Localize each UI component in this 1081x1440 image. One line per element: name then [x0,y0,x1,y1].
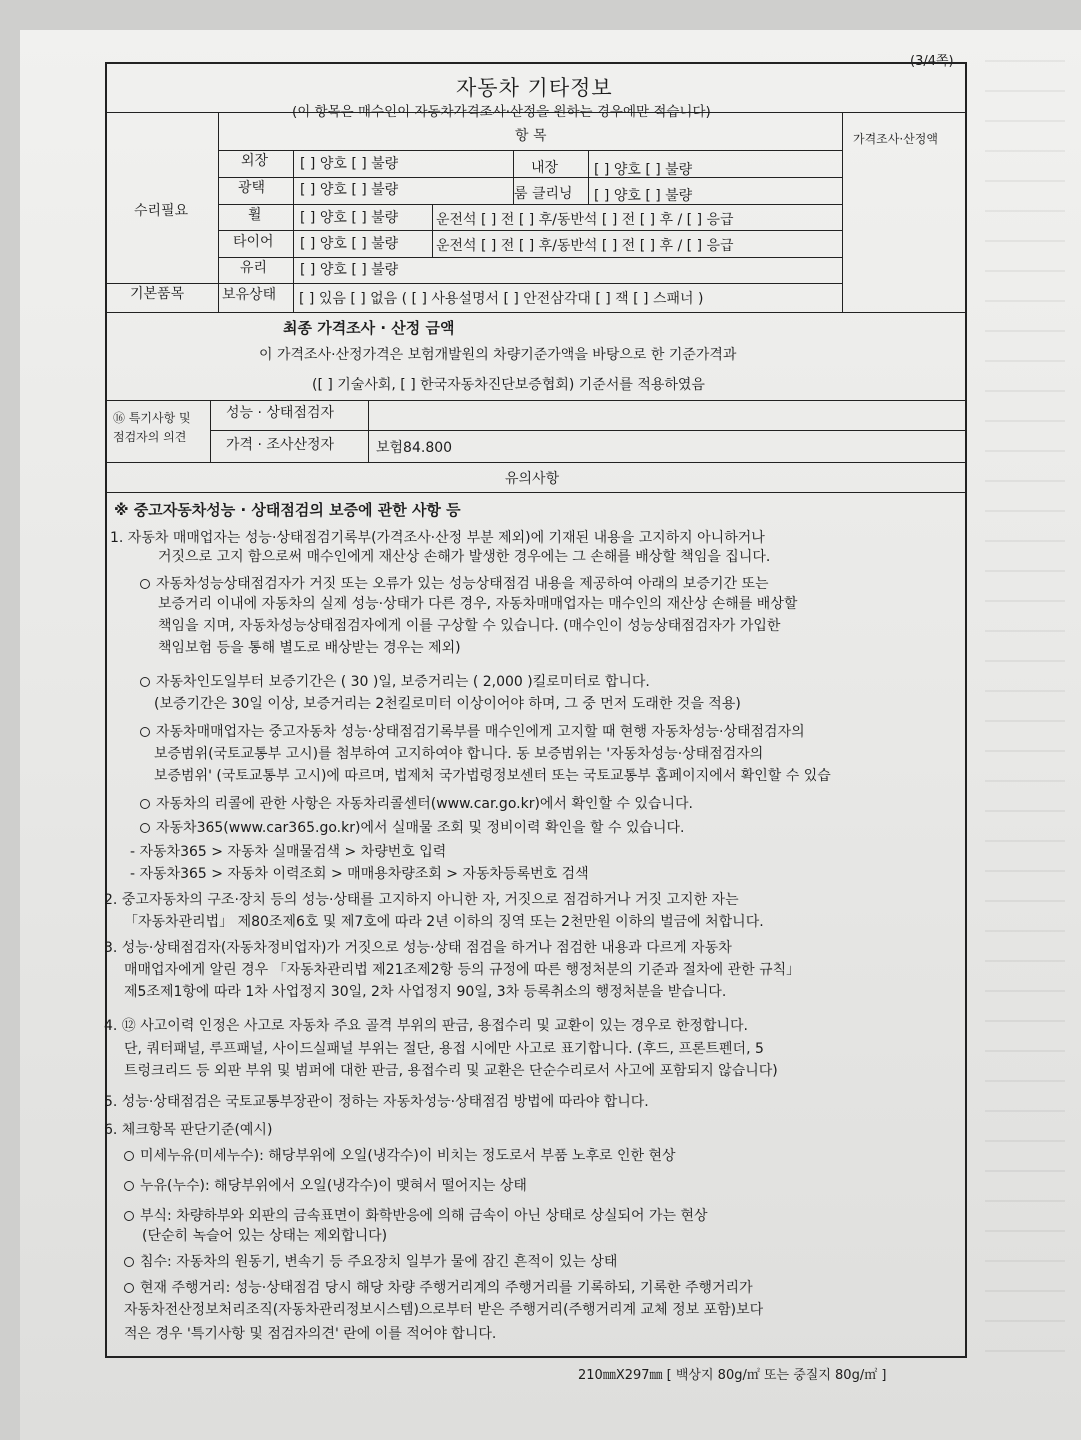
row-value-wheel: [ ] 양호 [ ] 불량 [300,210,399,226]
note-line: - 자동차365 > 자동차 이력조회 > 매매용차량조회 > 자동차등록번호 검색 [130,866,589,882]
opinion-label-line2: 점검자의 의견 [113,430,187,444]
row-label-gloss: 광택 [238,180,266,196]
opinion-col-line [210,400,211,462]
note-line: 자동차전산정보처리조직(자동차관리정보시스템)으로부터 받은 주행거리(주행거리계 교체 정보 포함)보다 [124,1302,764,1318]
bullet-icon [124,1257,134,1267]
bullet-icon [124,1283,134,1293]
note-line: 적은 경우 '특기사항 및 점검자의견' 란에 이를 적어야 합니다. [124,1326,497,1342]
opinion-end-line [105,462,967,463]
header-item: 항 목 [515,128,547,144]
notes-heading: ※ 중고자동차성능 · 상태점검의 보증에 관한 사항 등 [114,501,461,519]
row-extra-wheel: 운전석 [ ] 전 [ ] 후/동반석 [ ] 전 [ ] 후 / [ ] 응급 [436,212,734,228]
note-line: (보증기간은 30일 이상, 보증거리는 2천킬로미터 이상이어야 하며, 그 중 먼저 도래한 것을 적용) [154,696,741,712]
note-line: 자동차매매업자는 중고자동차 성능·상태점검기록부를 매수인에게 고지할 때 현행 자동차성능·상태점검자의 [140,724,805,740]
note-line: 매매업자에게 알린 경우 「자동차관리법 제21조제2항 등의 규정에 따른 행정처분의 기준과 절차에 관한 규칙」 [124,962,801,978]
note-line: 책임을 지며, 자동차성능상태점검자에게 이를 구상할 수 있습니다. (매수인이 성능상태점검자가 가입한 [158,618,781,634]
table-row-line [105,283,842,284]
note-line: (단순히 녹슬어 있는 상태는 제외합니다) [142,1228,388,1244]
note-line: 보증거리 이내에 자동차의 실제 성능·상태가 다른 경우, 자동차매매업자는 매수인의 재산상 손해를 배상할 [158,596,798,612]
bullet-icon [124,1211,134,1221]
bullet-icon [140,677,150,687]
note-line: 트렁크리드 등 외판 부위 및 범퍼에 대한 판금, 용접수리 및 교환은 단순수리로서 사고에 포함되지 않습니다) [124,1063,778,1079]
bullet-icon [140,799,150,809]
note-line: 부식: 차량하부와 외판의 금속표면이 화학반응에 의해 금속이 아닌 상태로 상실되어 가는 현상 [124,1208,708,1224]
note-line: 자동차365(www.car365.go.kr)에서 실매물 조회 및 정비이력 확인을 할 수 있습니다. [140,820,685,836]
row-label-possession: 보유상태 [222,287,277,303]
note-line: 제5조제1항에 따라 1차 사업정지 30일, 2차 사업정지 90일, 3차 등록취소의 행정처분을 받습니다. [124,984,727,1000]
appraiser-label: 가격 · 조사산정자 [226,437,335,453]
table-col-line [218,112,219,312]
row-value-exterior: [ ] 양호 [ ] 불량 [300,156,399,172]
opinion-label-line1: ⑯ 특기사항 및 [113,411,191,425]
header-price: 가격조사·산정액 [853,132,938,146]
note-line: 3. 성능·상태점검자(자동차정비업자)가 거짓으로 성능·상태 점검을 하거나 점검한 내용과 다르게 자동차 [104,940,732,956]
note-line: 누유(누수): 해당부위에서 오일(냉각수)이 맺혀서 떨어지는 상태 [124,1178,527,1194]
table-row-line [218,150,842,151]
table-col-line [432,204,433,257]
note-line: 보증범위' (국토교통부 고시)에 따르며, 법제처 국가법령정보센터 또는 국토교통부 홈페이지에서 확인할 수 있습 [154,768,831,784]
notes-title-line [105,492,967,493]
paper-spec-footer: 210㎜X297㎜ [ 백상지 80g/㎡ 또는 중질지 80g/㎡ ] [578,1368,887,1383]
row-value-interior: [ ] 양호 [ ] 불량 [594,162,693,178]
note-line: 2. 중고자동차의 구조·장치 등의 성능·상태를 고지하지 아니한 자, 거짓으로 점검하거나 거짓 고지한 자는 [104,892,739,908]
table-end-line [105,312,967,313]
bullet-icon [140,823,150,833]
form-subtitle: (이 항목은 매수인이 자동차가격조사·산정을 원하는 경우에만 적습니다) [292,104,711,120]
row-value-room-cleaning: [ ] 양호 [ ] 불량 [594,188,693,204]
note-line: 1. 자동차 매매업자는 성능·상태점검기록부(가격조사·산정 부분 제외)에 기재된 내용을 고지하지 아니하거나 [110,530,765,546]
note-line: 자동차의 리콜에 관한 사항은 자동차리콜센터(www.car.go.kr)에서 확인할 수 있습니다. [140,796,693,812]
note-line: 「자동차관리법」 제80조제6호 및 제7호에 따라 2년 이하의 징역 또는 2천만원 이하의 벌금에 처합니다. [124,914,764,930]
note-line: 4. ⑫ 사고이력 인정은 사고로 자동차 주요 골격 부위의 판금, 용접수리 및 교환이 있는 경우로 한정합니다. [104,1018,748,1034]
note-line: - 자동차365 > 자동차 실매물검색 > 차량번호 입력 [130,844,447,860]
notes-title: 유의사항 [505,471,560,487]
background-shadow [985,60,1065,1360]
note-line: 단, 쿼터패널, 루프패널, 사이드실패널 부위는 절단, 용접 시에만 사고로 표기합니다. (후드, 프론트펜더, 5 [124,1041,764,1057]
form-title: 자동차 기타정보 [456,76,613,100]
repair-group-label: 수리필요 [134,203,189,219]
row-label-tire: 타이어 [233,234,274,250]
note-line: 거짓으로 고지 함으로써 매수인에게 재산상 손해가 발생한 경우에는 그 손해를 배상할 책임을 집니다. [158,549,771,565]
table-row-line [218,257,842,258]
table-row-line [218,230,842,231]
final-end-line [105,400,967,401]
row-value-gloss: [ ] 양호 [ ] 불량 [300,182,399,198]
note-line: 현재 주행거리: 성능·상태점검 당시 해당 차량 주행거리계의 주행거리를 기록하되, 기록한 주행거리가 [124,1280,753,1296]
row-label-wheel: 휠 [248,207,262,223]
note-line: 미세누유(미세누수): 해당부위에 오일(냉각수)이 비치는 정도로서 부품 노후로 인한 현상 [124,1148,676,1164]
bullet-icon [124,1181,134,1191]
basic-group-label: 기본품목 [130,286,185,302]
appraiser-value: 보험84.800 [376,440,453,456]
note-line: 침수: 자동차의 원동기, 변속기 등 주요장치 일부가 물에 잠긴 흔적이 있는 상태 [124,1254,617,1270]
row-value-possession: [ ] 있음 [ ] 없음 ( [ ] 사용설명서 [ ] 안전삼각대 [ ] 잭 [ ] 스패너 ) [299,291,704,307]
row-value-tire: [ ] 양호 [ ] 불량 [300,236,399,252]
table-row-line [218,177,842,178]
opinion-row-line [210,430,967,431]
page-number: (3/4쪽) [910,54,954,69]
inspector-label: 성능 · 상태점검자 [226,405,335,421]
row-label-room-cleaning: 룸 클리닝 [514,186,573,202]
row-label-exterior: 외장 [241,153,269,169]
row-extra-tire: 운전석 [ ] 전 [ ] 후/동반석 [ ] 전 [ ] 후 / [ ] 응급 [436,238,734,254]
note-line: 6. 체크항목 판단기준(예시) [104,1122,273,1138]
final-line1: 이 가격조사·산정가격은 보험개발원의 차량기준가액을 바탕으로 한 기준가격과 [259,347,737,363]
final-title: 최종 가격조사 · 산정 금액 [283,319,455,337]
bullet-icon [140,579,150,589]
note-line: 보증범위(국토교통부 고시)를 첨부하여 고지하여야 합니다. 동 보증범위는 '자동차성능·상태점검자의 [154,746,764,762]
note-line: 자동차성능상태점검자가 거짓 또는 오류가 있는 성능상태점검 내용을 제공하여 아래의 보증기간 또는 [140,576,769,592]
row-value-glass: [ ] 양호 [ ] 불량 [300,262,399,278]
bullet-icon [124,1151,134,1161]
table-col-line [293,150,294,312]
table-col-line [588,150,589,204]
final-line2: ([ ] 기술사회, [ ] 한국자동차진단보증협회) 기준서를 적용하였음 [312,377,705,393]
note-line: 5. 성능·상태점검은 국토교통부장관이 정하는 자동차성능·상태점검 방법에 따라야 합니다. [104,1094,649,1110]
opinion-col-line [368,400,369,462]
row-label-interior: 내장 [531,160,559,176]
note-line: 책임보험 등을 통해 별도로 배상받는 경우는 제외) [158,640,461,656]
table-row-line [218,204,842,205]
table-col-line [842,112,843,312]
note-line: 자동차인도일부터 보증기간은 ( 30 )일, 보증거리는 ( 2,000 )킬로미터로 합니다. [140,674,650,690]
bullet-icon [140,727,150,737]
row-label-glass: 유리 [240,260,268,276]
